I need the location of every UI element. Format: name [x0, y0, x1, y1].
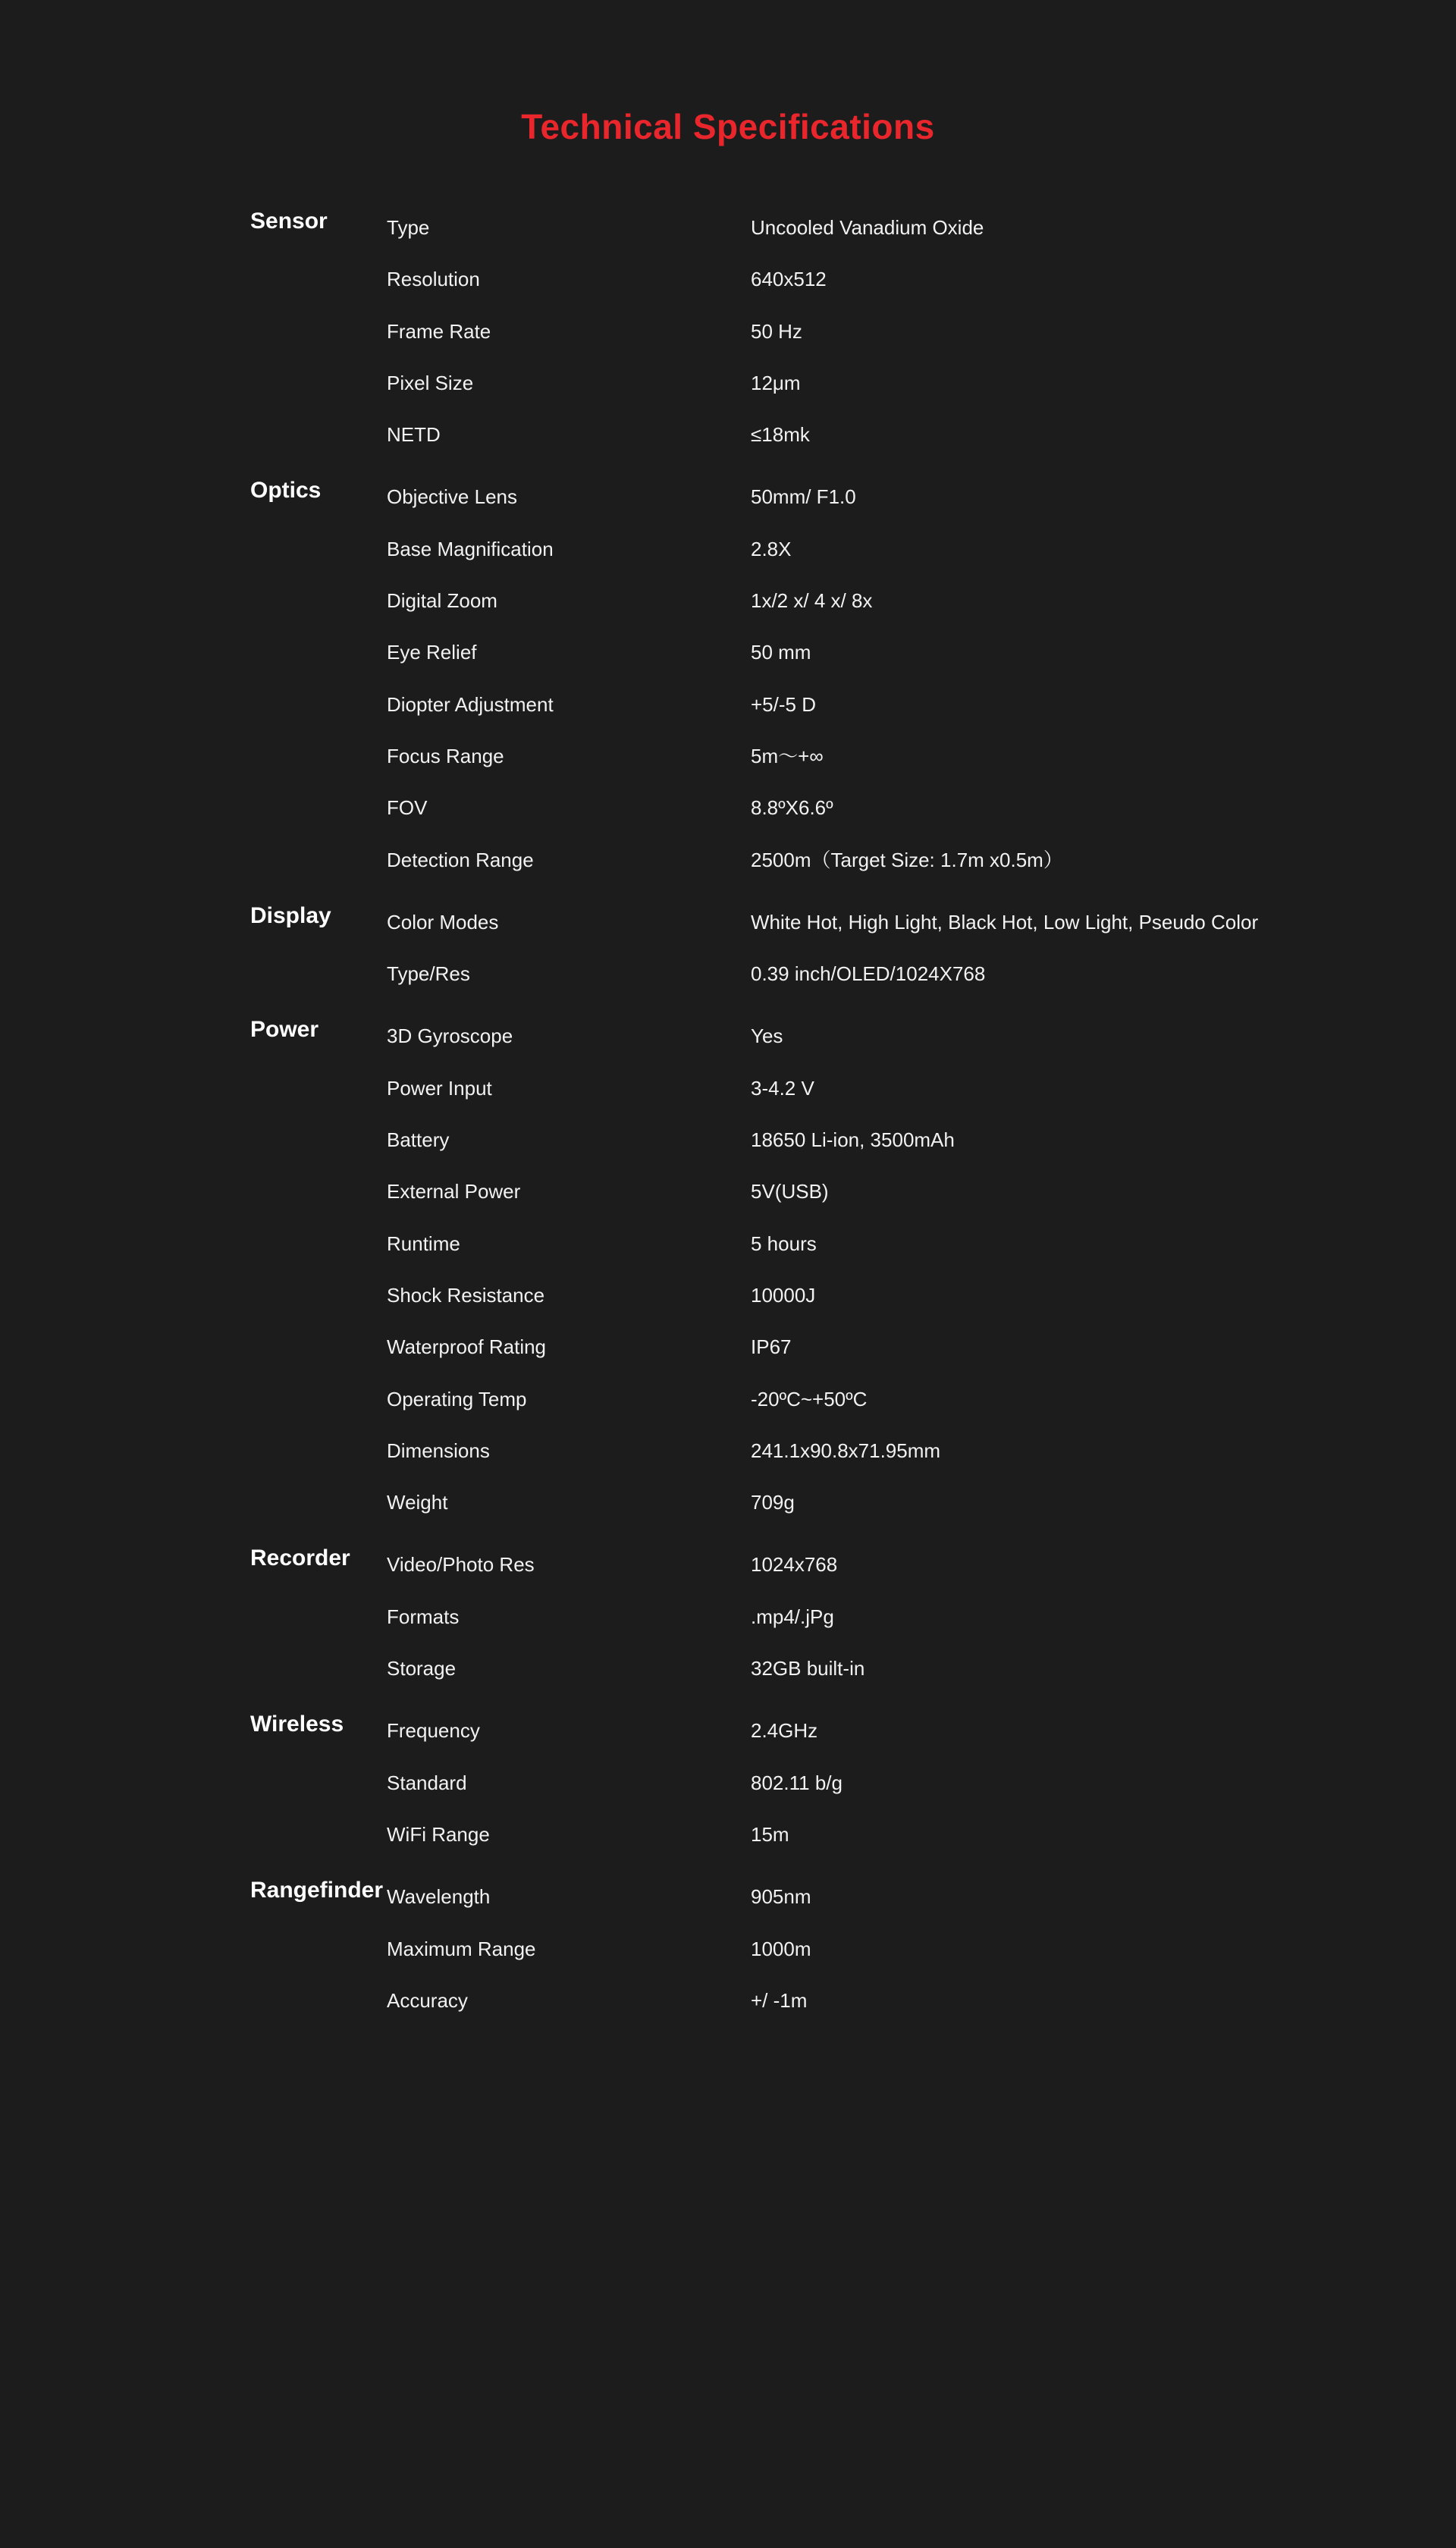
spec-row — [387, 202, 1335, 253]
spec-value: 5V(USB) — [751, 1180, 829, 1203]
spec-group-rows — [387, 1010, 1335, 1528]
spec-row — [387, 896, 1335, 948]
spec-value: 709g — [751, 1491, 795, 1514]
spec-row — [387, 306, 1335, 357]
spec-row — [387, 1114, 1335, 1166]
spec-value: White Hot, High Light, Black Hot, Low Light, Pseudo Color — [751, 910, 1259, 934]
spec-value: +5/-5 D — [751, 692, 816, 716]
spec-value: .mp4/.jPg — [751, 1605, 834, 1628]
spec-value: 1x/2 x/ 4 x/ 8x — [751, 589, 873, 613]
spec-value: -20ºC~+50ºC — [751, 1387, 868, 1410]
spec-group-rows — [387, 1871, 1335, 2026]
spec-row — [387, 730, 1335, 782]
spec-row — [387, 575, 1335, 626]
spec-group-power — [121, 1010, 1335, 1528]
spec-value: 10000J — [751, 1283, 816, 1307]
spec-value: 1024x768 — [751, 1553, 838, 1577]
spec-key: Frequency — [387, 1719, 480, 1743]
spec-key: Wavelength — [387, 1885, 491, 1909]
spec-value: +/ -1m — [751, 1988, 808, 2012]
spec-row — [387, 1539, 1335, 1590]
spec-value: 802.11 b/g — [751, 1771, 843, 1794]
spec-group-rows — [387, 202, 1335, 460]
spec-key: Color Modes — [387, 910, 499, 934]
spec-group-rows — [387, 1705, 1335, 1860]
spec-key: Resolution — [387, 268, 480, 291]
spec-group-rows — [387, 1539, 1335, 1694]
spec-value: 2.4GHz — [751, 1719, 818, 1743]
spec-value: 1000m — [751, 1937, 811, 1960]
spec-key: NETD — [387, 423, 441, 447]
spec-row — [387, 357, 1335, 409]
spec-key: Maximum Range — [387, 1937, 536, 1960]
spec-row — [387, 1010, 1335, 1062]
spec-value: 640x512 — [751, 268, 827, 291]
spec-row — [387, 1321, 1335, 1373]
spec-value: IP67 — [751, 1335, 792, 1359]
spec-row — [387, 626, 1335, 678]
spec-value: 18650 Li-ion, 3500mAh — [751, 1128, 955, 1152]
spec-row — [387, 1643, 1335, 1694]
spec-value: 905nm — [751, 1885, 811, 1909]
spec-value: 8.8ºX6.6º — [751, 796, 833, 820]
spec-group-display — [121, 896, 1335, 1000]
spec-row — [387, 1591, 1335, 1643]
spec-group-rows — [387, 896, 1335, 1000]
spec-key: FOV — [387, 796, 428, 820]
spec-key: Digital Zoom — [387, 589, 497, 613]
spec-row — [387, 1062, 1335, 1114]
spec-row — [387, 1476, 1335, 1528]
spec-value: Yes — [751, 1025, 783, 1048]
spec-row — [387, 1218, 1335, 1269]
spec-key: Objective Lens — [387, 485, 517, 509]
spec-key: Shock Resistance — [387, 1283, 545, 1307]
spec-row — [387, 1871, 1335, 1922]
spec-key: Video/Photo Res — [387, 1553, 535, 1577]
spec-group-rangefinder — [121, 1871, 1335, 2026]
spec-key: Accuracy — [387, 1988, 468, 2012]
spec-key: Battery — [387, 1128, 450, 1152]
spec-value: 50 Hz — [751, 319, 802, 343]
spec-row — [387, 1373, 1335, 1425]
spec-value: 12μm — [751, 371, 801, 394]
spec-key: External Power — [387, 1180, 521, 1203]
spec-row — [387, 471, 1335, 522]
spec-key: Pixel Size — [387, 371, 474, 394]
spec-key: Waterproof Rating — [387, 1335, 547, 1359]
spec-group-sensor — [121, 202, 1335, 460]
spec-key: Standard — [387, 1771, 467, 1794]
spec-key: Diopter Adjustment — [387, 692, 554, 716]
spec-key: Detection Range — [387, 848, 534, 871]
spec-value: ≤18mk — [751, 423, 810, 447]
spec-value: 50 mm — [751, 641, 811, 664]
spec-value: 2.8X — [751, 537, 792, 560]
specifications-table — [121, 147, 1335, 2026]
spec-row — [387, 782, 1335, 833]
spec-row — [387, 1757, 1335, 1809]
spec-key: Runtime — [387, 1232, 460, 1255]
spec-key: Operating Temp — [387, 1387, 527, 1410]
spec-row — [387, 834, 1335, 886]
spec-group-optics — [121, 471, 1335, 885]
spec-value: 241.1x90.8x71.95mm — [751, 1439, 941, 1462]
spec-value: 5m～+∞ — [751, 744, 824, 767]
spec-value: 3-4.2 V — [751, 1076, 814, 1100]
spec-key: Frame Rate — [387, 319, 491, 343]
spec-row — [387, 1166, 1335, 1217]
spec-row — [387, 679, 1335, 730]
spec-group-label: Rangefinder — [250, 1878, 384, 1903]
spec-row — [387, 523, 1335, 575]
page-title: Technical Specifications — [521, 107, 935, 146]
spec-value: 5 hours — [751, 1232, 817, 1255]
spec-group-label: Display — [250, 902, 331, 928]
spec-row — [387, 1975, 1335, 2026]
spec-key: 3D Gyroscope — [387, 1025, 513, 1048]
spec-value: 50mm/ F1.0 — [751, 485, 856, 509]
spec-value: Uncooled Vanadium Oxide — [751, 216, 984, 239]
spec-row — [387, 1809, 1335, 1860]
spec-key: Type — [387, 216, 430, 239]
spec-row — [387, 1425, 1335, 1476]
spec-row — [387, 1705, 1335, 1756]
spec-group-wireless — [121, 1705, 1335, 1860]
spec-row — [387, 409, 1335, 460]
spec-key: Base Magnification — [387, 537, 554, 560]
spec-group-label: Sensor — [250, 209, 328, 234]
spec-key: Eye Relief — [387, 641, 477, 664]
spec-key: Dimensions — [387, 1439, 490, 1462]
spec-group-label: Recorder — [250, 1545, 350, 1571]
spec-key: Focus Range — [387, 744, 504, 767]
spec-key: Storage — [387, 1657, 457, 1680]
spec-row — [387, 253, 1335, 305]
spec-row — [387, 1269, 1335, 1321]
spec-key: Type/Res — [387, 962, 470, 986]
spec-value: 15m — [751, 1822, 789, 1846]
spec-key: Weight — [387, 1491, 448, 1514]
spec-group-label: Power — [250, 1017, 319, 1043]
spec-group-label: Optics — [250, 478, 322, 504]
spec-row — [387, 1923, 1335, 1975]
spec-key: Power Input — [387, 1076, 492, 1100]
spec-value: 2500m（Target Size: 1.7m x0.5m） — [751, 848, 1063, 871]
spec-group-label: Wireless — [250, 1712, 344, 1737]
spec-group-recorder — [121, 1539, 1335, 1694]
spec-row — [387, 948, 1335, 999]
spec-value: 0.39 inch/OLED/1024X768 — [751, 962, 986, 986]
spec-key: Formats — [387, 1605, 460, 1628]
spec-key: WiFi Range — [387, 1822, 490, 1846]
spec-value: 32GB built-in — [751, 1657, 865, 1680]
spec-group-rows — [387, 471, 1335, 885]
